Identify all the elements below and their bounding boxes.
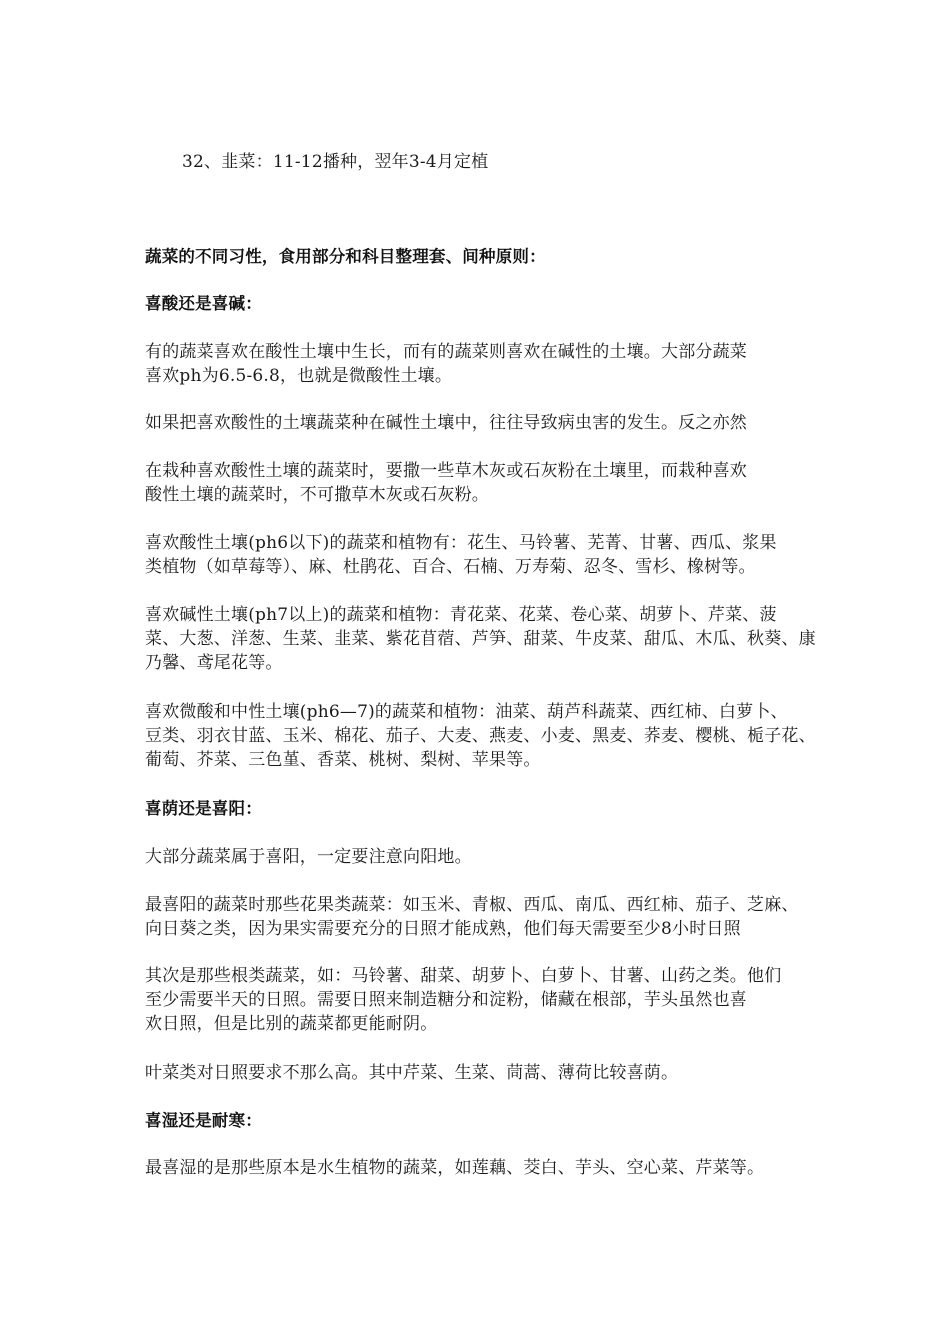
section-heading-acid-alkaline: 喜酸还是喜碱：: [145, 294, 262, 313]
paragraph-line: 向日葵之类，因为果实需要充分的日照才能成熟，他们每天需要至少8小时日照: [145, 919, 741, 939]
paragraph-line: 最喜湿的是那些原本是水生植物的蔬菜，如莲藕、茭白、芋头、空心菜、芹菜等。: [145, 1158, 765, 1178]
paragraph-line: 最喜阳的蔬菜时那些花果类蔬菜：如玉米、青椒、西瓜、南瓜、西红柿、茄子、芝麻、: [145, 895, 799, 915]
paragraph-line: 如果把喜欢酸性的土壤蔬菜种在碱性土壤中，往往导致病虫害的发生。反之亦然: [145, 413, 747, 433]
paragraph-line: 喜欢酸性土壤(ph6以下)的蔬菜和植物有：花生、马铃薯、芜菁、甘薯、西瓜、浆果: [145, 533, 777, 553]
paragraph-line: 欢日照，但是比别的蔬菜都更能耐阴。: [145, 1014, 438, 1034]
paragraph-line: 喜欢微酸和中性土壤(ph6—7)的蔬菜和植物：油菜、葫芦科蔬菜、西红柿、白萝卜、: [145, 702, 788, 722]
paragraph-line: 大部分蔬菜属于喜阳，一定要注意向阳地。: [145, 847, 472, 867]
paragraph-line: 类植物（如草莓等）、麻、杜鹃花、百合、石楠、万寿菊、忍冬、雪杉、橡树等。: [145, 557, 756, 577]
paragraph-line: 乃馨、鸢尾花等。: [145, 653, 283, 673]
section-heading-shade-sun: 喜荫还是喜阳：: [145, 799, 262, 818]
paragraph-line: 喜欢碱性土壤(ph7以上)的蔬菜和植物：青花菜、花菜、卷心菜、胡萝卜、芹菜、菠: [145, 605, 777, 625]
document-title: 蔬菜的不同习性，食用部分和科目整理套、间种原则：: [145, 247, 546, 266]
paragraph-line: 豆类、羽衣甘蓝、玉米、棉花、茄子、大麦、燕麦、小麦、黑麦、荞麦、樱桃、栀子花、: [145, 726, 816, 746]
paragraph-line: 喜欢ph为6.5-6.8，也就是微酸性土壤。: [145, 366, 453, 386]
paragraph-line: 其次是那些根类蔬菜，如：马铃薯、甜菜、胡萝卜、白萝卜、甘薯、山药之类。他们: [145, 966, 782, 986]
paragraph-line: 有的蔬菜喜欢在酸性土壤中生长，而有的蔬菜则喜欢在碱性的土壤。大部分蔬菜: [145, 342, 747, 362]
section-heading-moist-cold: 喜湿还是耐寒：: [145, 1111, 262, 1130]
paragraph-line: 葡萄、芥菜、三色堇、香菜、桃树、梨树、苹果等。: [145, 750, 541, 770]
paragraph-line: 至少需要半天的日照。需要日照来制造糖分和淀粉，储藏在根部，芋头虽然也喜: [145, 990, 747, 1010]
list-item-leek: 32、韭菜：11-12播种，翌年3-4月定植: [182, 152, 489, 172]
paragraph-line: 叶菜类对日照要求不那么高。其中芹菜、生菜、茼蒿、薄荷比较喜荫。: [145, 1063, 679, 1083]
paragraph-line: 酸性土壤的蔬菜时，不可撒草木灰或石灰粉。: [145, 485, 489, 505]
paragraph-line: 菜、大葱、洋葱、生菜、韭菜、紫花苜蓿、芦笋、甜菜、牛皮菜、甜瓜、木瓜、秋葵、康: [145, 629, 816, 649]
paragraph-line: 在栽种喜欢酸性土壤的蔬菜时，要撒一些草木灰或石灰粉在土壤里，而栽种喜欢: [145, 461, 747, 481]
